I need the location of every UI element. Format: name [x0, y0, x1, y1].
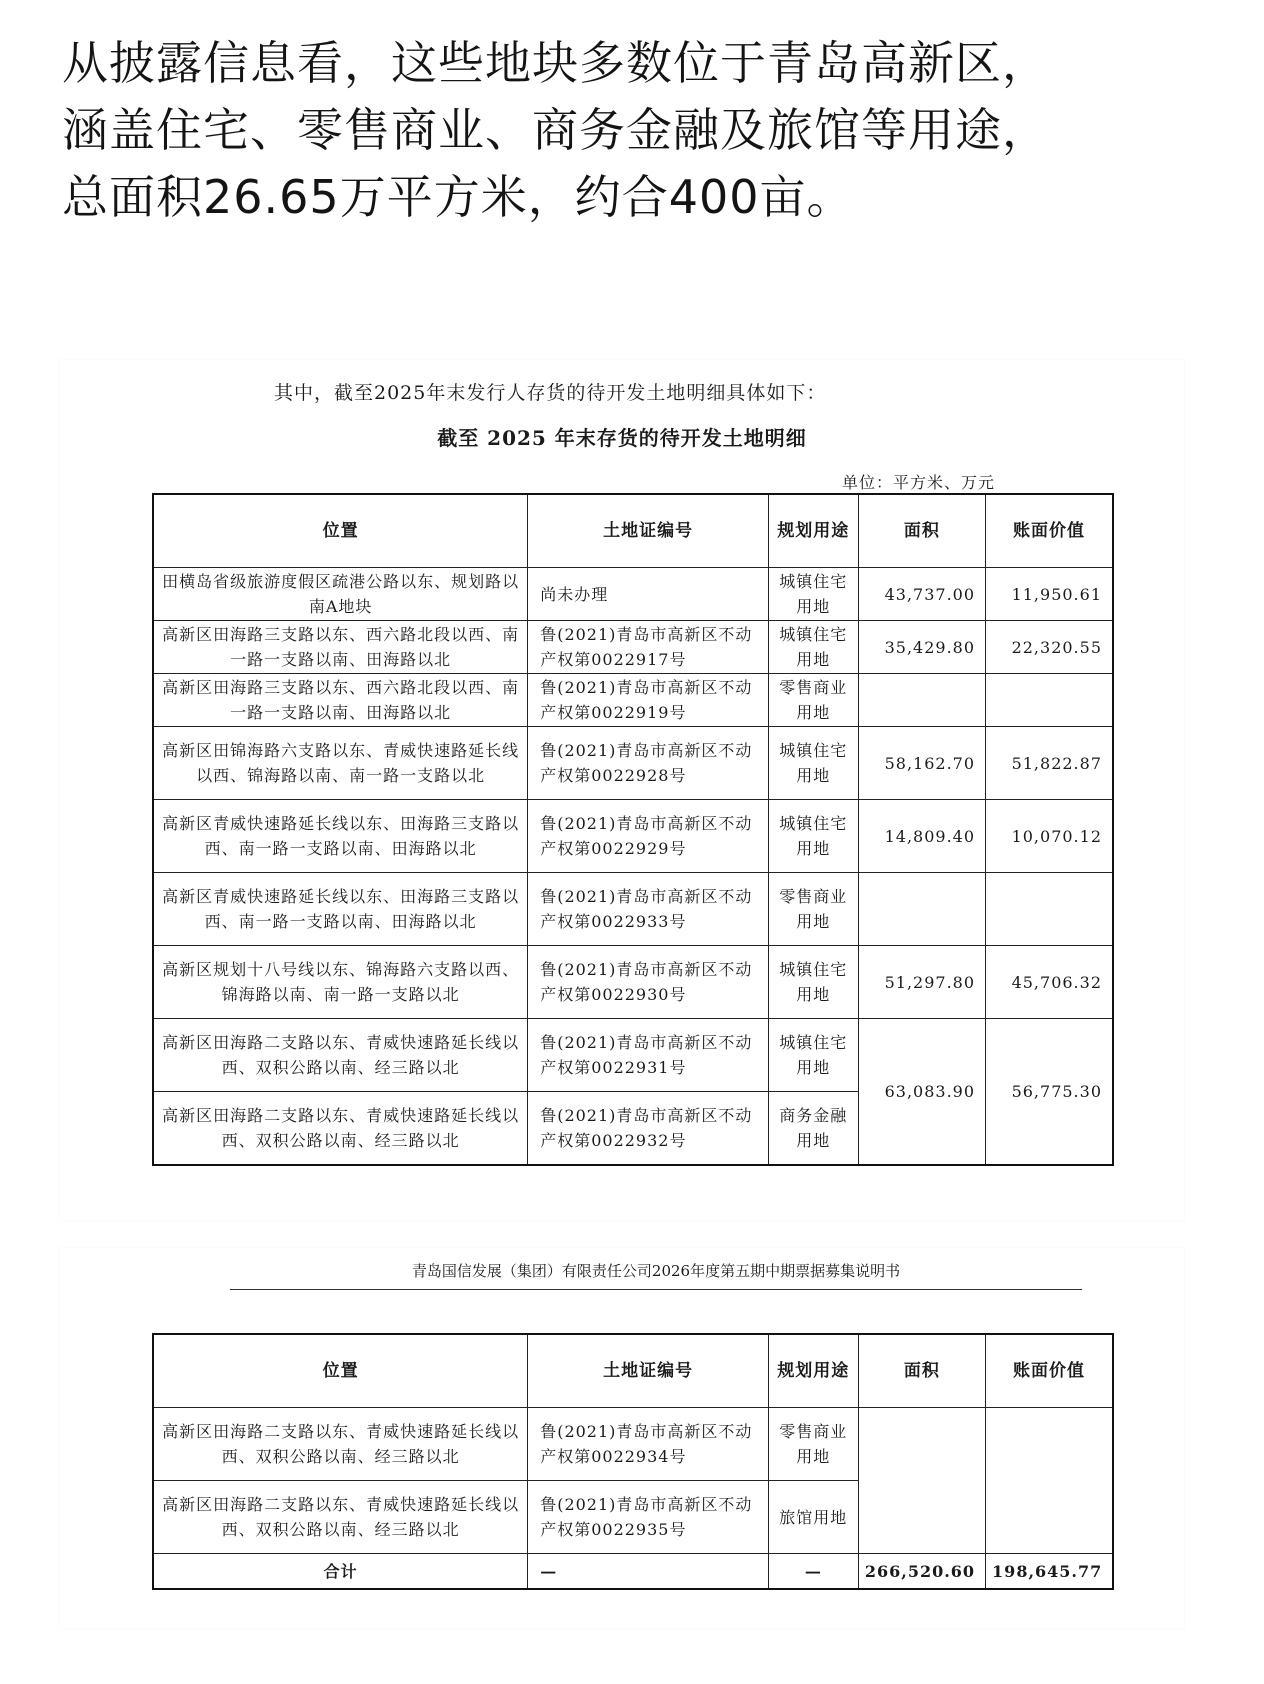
document-scan-page-2 — [60, 1248, 1184, 1628]
watermark — [1038, 1638, 1238, 1668]
cell-area: 35,429.80 — [858, 621, 985, 674]
cell-location: 高新区青威快速路延长线以东、田海路三支路以西、南一路一支路以南、田海路以北 — [153, 800, 528, 873]
table-row — [153, 674, 1113, 727]
cell-use: 旅馆用地 — [769, 1481, 859, 1554]
cell-use: 商务金融用地 — [769, 1092, 859, 1165]
cell-value — [986, 674, 1113, 727]
cell-use: 城镇住宅用地 — [769, 946, 859, 1019]
cell-area — [858, 873, 985, 946]
header-use: 规划用途 — [769, 494, 859, 568]
cell-location: 高新区田海路三支路以东、西六路北段以西、南一路一支路以南、田海路以北 — [153, 674, 528, 727]
cell-area: 51,297.80 — [858, 946, 985, 1019]
cell-use: 零售商业用地 — [769, 873, 859, 946]
cell-area: 63,083.90 — [858, 1019, 985, 1165]
header-use: 规划用途 — [769, 1334, 859, 1408]
cell-location: 高新区田海路二支路以东、青威快速路延长线以西、双积公路以南、经三路以北 — [153, 1408, 528, 1481]
cell-cert: 鲁(2021)青岛市高新区不动产权第0022935号 — [528, 1481, 769, 1554]
cell-cert: 鲁(2021)青岛市高新区不动产权第0022930号 — [528, 946, 769, 1019]
cell-location: 高新区规划十八号线以东、锦海路六支路以西、锦海路以南、南一路一支路以北 — [153, 946, 528, 1019]
intro-line: 涵盖住宅、零售商业、商务金融及旅馆等用途， — [62, 103, 1049, 157]
cell-location: 田横岛省级旅游度假区疏港公路以东、规划路以南A地块 — [153, 568, 528, 621]
total-label: 合计 — [153, 1554, 528, 1590]
cell-value: 11,950.61 — [986, 568, 1113, 621]
table-row — [153, 873, 1113, 946]
header-area: 面积 — [858, 494, 985, 568]
header-value: 账面价值 — [986, 1334, 1113, 1408]
cell-location: 高新区田海路二支路以东、青威快速路延长线以西、双积公路以南、经三路以北 — [153, 1092, 528, 1165]
cell-location: 高新区田锦海路六支路以东、青威快速路延长线以西、锦海路以南、南一路一支路以北 — [153, 727, 528, 800]
unit-note: 单位：平方米、万元 — [842, 473, 996, 492]
total-cert: — — [528, 1554, 769, 1590]
header-location: 位置 — [153, 494, 528, 568]
lead-sentence: 其中，截至2025年末发行人存货的待开发土地明细具体如下： — [274, 382, 827, 404]
header-cert: 土地证编号 — [528, 1334, 769, 1408]
intro-line: 从披露信息看，这些地块多数位于青岛高新区， — [62, 36, 1049, 90]
table-row — [153, 1019, 1113, 1092]
intro-line: 总面积26.65万平方米，约合400亩。 — [62, 170, 854, 224]
cell-location: 高新区田海路三支路以东、西六路北段以西、南一路一支路以南、田海路以北 — [153, 621, 528, 674]
cell-cert: 尚未办理 — [528, 568, 769, 621]
total-row — [153, 1554, 1113, 1590]
land-table-part-1 — [152, 493, 1114, 1166]
cell-use: 城镇住宅用地 — [769, 568, 859, 621]
cell-cert: 鲁(2021)青岛市高新区不动产权第0022932号 — [528, 1092, 769, 1165]
cell-cert: 鲁(2021)青岛市高新区不动产权第0022917号 — [528, 621, 769, 674]
cell-use: 城镇住宅用地 — [769, 727, 859, 800]
table-header-row — [153, 494, 1113, 568]
cell-area — [858, 674, 985, 727]
running-header: 青岛国信发展（集团）有限责任公司2026年度第五期中期票据募集说明书 — [230, 1260, 1082, 1290]
cell-cert: 鲁(2021)青岛市高新区不动产权第0022931号 — [528, 1019, 769, 1092]
cell-location: 高新区青威快速路延长线以东、田海路三支路以西、南一路一支路以南、田海路以北 — [153, 873, 528, 946]
cell-value: 22,320.55 — [986, 621, 1113, 674]
cell-value — [986, 873, 1113, 946]
intro-paragraph — [62, 30, 1212, 231]
table-header-row — [153, 1334, 1113, 1408]
table-title: 截至 2025 年末存货的待开发土地明细 — [437, 426, 807, 450]
header-cert: 土地证编号 — [528, 494, 769, 568]
cell-area — [858, 1408, 985, 1554]
cell-use: 城镇住宅用地 — [769, 800, 859, 873]
header-value: 账面价值 — [986, 494, 1113, 568]
total-area: 266,520.60 — [858, 1554, 985, 1590]
cell-value: 45,706.32 — [986, 946, 1113, 1019]
table-row — [153, 621, 1113, 674]
header-location: 位置 — [153, 1334, 528, 1408]
document-scan-page-1 — [60, 360, 1184, 1220]
cell-area: 14,809.40 — [858, 800, 985, 873]
cell-value: 10,070.12 — [986, 800, 1113, 873]
cell-area: 43,737.00 — [858, 568, 985, 621]
table-row — [153, 800, 1113, 873]
cell-use: 零售商业用地 — [769, 674, 859, 727]
cell-cert: 鲁(2021)青岛市高新区不动产权第0022933号 — [528, 873, 769, 946]
total-value: 198,645.77 — [986, 1554, 1113, 1590]
cell-cert: 鲁(2021)青岛市高新区不动产权第0022934号 — [528, 1408, 769, 1481]
land-table-part-2 — [152, 1333, 1114, 1590]
cell-cert: 鲁(2021)青岛市高新区不动产权第0022919号 — [528, 674, 769, 727]
cell-value — [986, 1408, 1113, 1554]
cell-use: 城镇住宅用地 — [769, 1019, 859, 1092]
cell-use: 城镇住宅用地 — [769, 621, 859, 674]
cell-cert: 鲁(2021)青岛市高新区不动产权第0022928号 — [528, 727, 769, 800]
table-row — [153, 946, 1113, 1019]
table-row — [153, 1408, 1113, 1481]
cell-value: 51,822.87 — [986, 727, 1113, 800]
total-use: — — [769, 1554, 859, 1590]
cell-area: 58,162.70 — [858, 727, 985, 800]
cell-value: 56,775.30 — [986, 1019, 1113, 1165]
table-row — [153, 568, 1113, 621]
table-row — [153, 727, 1113, 800]
cell-use: 零售商业用地 — [769, 1408, 859, 1481]
cell-location: 高新区田海路二支路以东、青威快速路延长线以西、双积公路以南、经三路以北 — [153, 1019, 528, 1092]
cell-location: 高新区田海路二支路以东、青威快速路延长线以西、双积公路以南、经三路以北 — [153, 1481, 528, 1554]
cell-cert: 鲁(2021)青岛市高新区不动产权第0022929号 — [528, 800, 769, 873]
header-area: 面积 — [858, 1334, 985, 1408]
